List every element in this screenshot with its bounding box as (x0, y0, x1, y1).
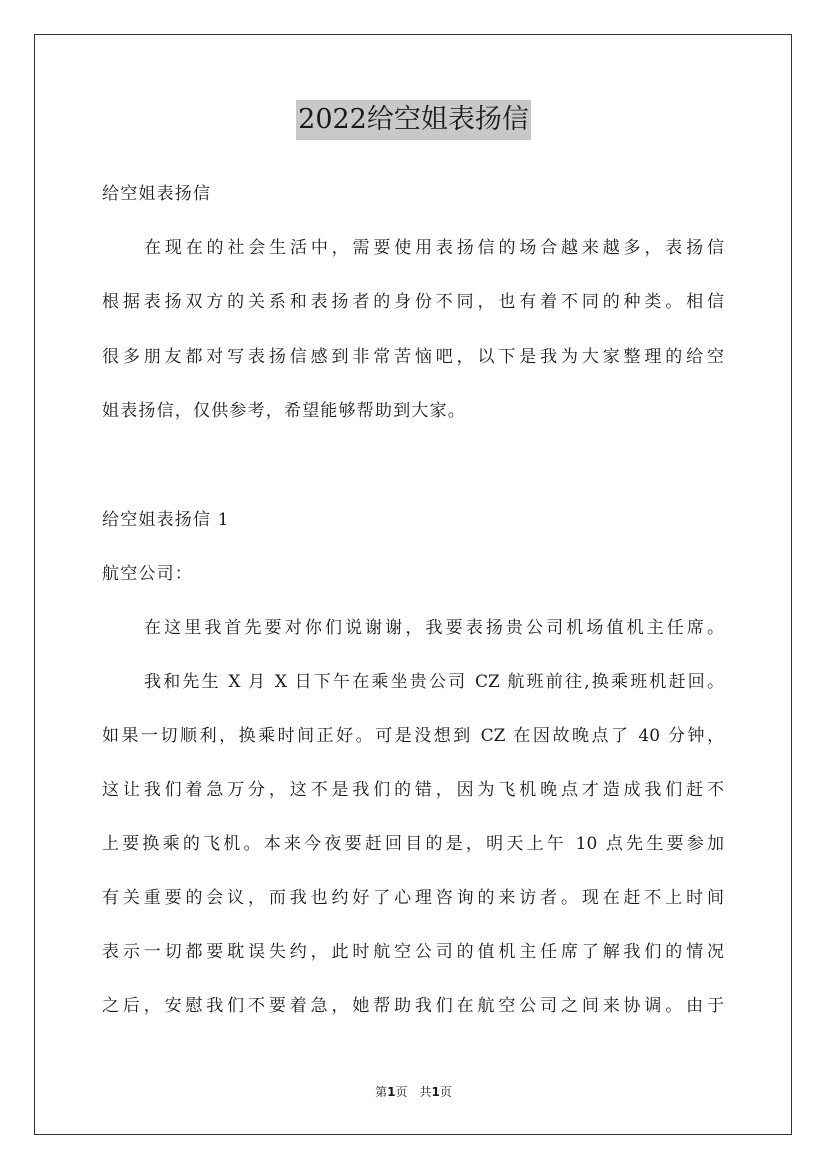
salutation: 航空公司： (102, 564, 193, 584)
paragraph-2-line-5: 有关重要的会议，而我也约好了心理咨询的来访者。现在赶不上时间 (102, 888, 724, 908)
footer-page-middle: 页 共 (395, 1085, 432, 1099)
intro-line-4: 姐表扬信，仅供参考，希望能够帮助到大家。 (102, 401, 466, 421)
paragraph-2-line-3: 这让我们着急万分，这不是我们的错，因为飞机晚点才造成我们赶不 (102, 780, 724, 800)
paragraph-2-line-2: 如果一切顺利，换乘时间正好。可是没想到 CZ 在因故晚点了 40 分钟， (102, 726, 724, 746)
intro-line-2: 根据表扬双方的关系和表扬者的身份不同，也有着不同的种类。相信 (102, 292, 724, 312)
footer-page-current: 1 (387, 1085, 396, 1099)
paragraph-2-line-6: 表示一切都要耽误失约，此时航空公司的值机主任席了解我们的情况 (102, 942, 724, 962)
paragraph-2-line-4: 上要换乘的飞机。本来今夜要赶回目的是，明天上午 10 点先生要参加 (102, 834, 724, 854)
section-heading: 给空姐表扬信 1 (102, 510, 230, 530)
title-wrap (0, 100, 827, 140)
intro-line-3: 很多朋友都对写表扬信感到非常苦恼吧，以下是我为大家整理的给空 (102, 347, 724, 367)
intro-line-1: 在现在的社会生活中，需要使用表扬信的场合越来越多，表扬信 (144, 238, 724, 258)
footer-page-suffix: 页 (439, 1085, 452, 1099)
footer-page-prefix: 第 (375, 1085, 388, 1099)
paragraph-2-line-7: 之后，安慰我们不要着急，她帮助我们在航空公司之间来协调。由于 (102, 996, 724, 1016)
footer-page-total: 1 (431, 1085, 440, 1099)
document-title: 2022给空姐表扬信 (296, 100, 531, 140)
document-heading: 给空姐表扬信 (102, 184, 212, 204)
paragraph-2-line-1: 我和先生 X 月 X 日下午在乘坐贵公司 CZ 航班前往,换乘班机赶回。 (144, 672, 724, 692)
paragraph-1: 在这里我首先要对你们说谢谢，我要表扬贵公司机场值机主任席。 (144, 618, 724, 638)
page-footer (0, 1083, 827, 1101)
